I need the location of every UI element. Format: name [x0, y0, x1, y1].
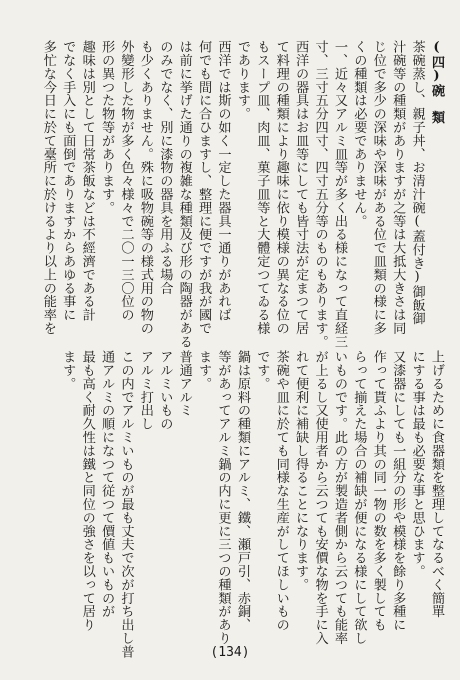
text-line: もスープ皿、肉皿、菓子皿等と大體定つてゐる様 [254, 40, 270, 335]
text-line: ます。 [196, 350, 212, 391]
text-line: いものです。此の方が製造者側から云つても能率 [331, 350, 347, 645]
text-line: ます。 [60, 350, 76, 391]
text-line: 寸、三寸五分四寸、四寸五分等のものもあります。 [312, 40, 328, 349]
text-line: 普通アルミ [176, 350, 192, 417]
text-line: も少くありません。殊に吸物碗等の様式用の物の [137, 40, 153, 335]
text-line: じ位で多少の深味や深味がある位で皿類の様に多 [370, 40, 386, 335]
text-line: アルミいもの [157, 350, 173, 431]
text-line: であります。 [234, 40, 250, 121]
text-line: にする事は最も必要な事と思ひます。 [409, 350, 425, 578]
text-line: アルミ打出し [137, 350, 153, 431]
text-line: 一、近々又アルミ皿等が多く出る様になって直経三 [331, 40, 347, 349]
text-line: 作って貰ふより其の同一物の数を多く製しても [370, 350, 386, 632]
upper-text-block [38, 40, 446, 349]
text-line: て料理の種類により趣味に依り模様の異なる位の [273, 40, 289, 335]
text-line: らって揃えた場合の補缺が便になる様にして欲し [351, 350, 367, 645]
text-line: 外變形した物が多く色々様々で二〇一三〇位の [118, 40, 134, 322]
text-line: くの種類は必要でありません。 [351, 40, 367, 228]
text-line: が上るし又使用者から云つても安價な物を手に入 [312, 350, 328, 645]
text-line: です。 [254, 350, 270, 391]
text-line: 茶碗蒸し、親子丼、お清汁碗(蓋付き)御飯御 [409, 40, 425, 325]
text-line: 多忙な今日に於て臺所に於けるより以上の能率を [40, 40, 56, 335]
text-line: 西洋の器具はお皿等にしても皆寸法が定まつて居 [293, 40, 309, 335]
text-line: 鍋は原料の種類にアルミ、鐵、瀬戸引、赤銅、 [234, 350, 250, 632]
text-line: 何でも間に合ひますし、整理に便ですが我が國で [196, 40, 212, 335]
text-line: (四)碗 類 [429, 40, 444, 124]
text-line: 上げるために食器類を整理してなるべく簡單 [429, 350, 444, 618]
text-line: れて便利に補缺し得ることになります。 [293, 350, 309, 592]
page-number: (134) [210, 645, 250, 660]
text-line: 形の異つた物等があります。 [99, 40, 115, 215]
text-line: 茶碗や皿に於ても同様な生産がしてほしいもの [273, 350, 289, 632]
text-line: 等があってアルミ鍋の内に更に三つの種類があり [215, 350, 231, 645]
text-line: のみでなく、別に漆物の器具を用ふる場合 [157, 40, 173, 295]
text-line: は前に挙げた通りの複雑な種類及び形の陶器がある [176, 40, 192, 349]
text-line: 趣味は別として日常茶飯などは不經濟である計 [79, 40, 95, 322]
text-line: でなく手入にも面倒でありますからあゆる事に [60, 40, 76, 322]
text-line: 通アルミの順になつて従つて價値もいものが [99, 350, 115, 618]
text-line: 西洋では斯の如く一定した器具一通りがあれば [215, 40, 231, 322]
text-line: この内でアルミいものが最も丈夫で次が打ち出し普 [118, 350, 134, 659]
text-line: 汁碗等の種類がありますが之等は大抵大きさは同 [390, 40, 406, 335]
text-line: 最も高く耐久性は鐵と同位の強さを以って居り [79, 350, 95, 632]
text-line: 又漆器にしても一組分の形や模様を餘り多種に [390, 350, 406, 632]
